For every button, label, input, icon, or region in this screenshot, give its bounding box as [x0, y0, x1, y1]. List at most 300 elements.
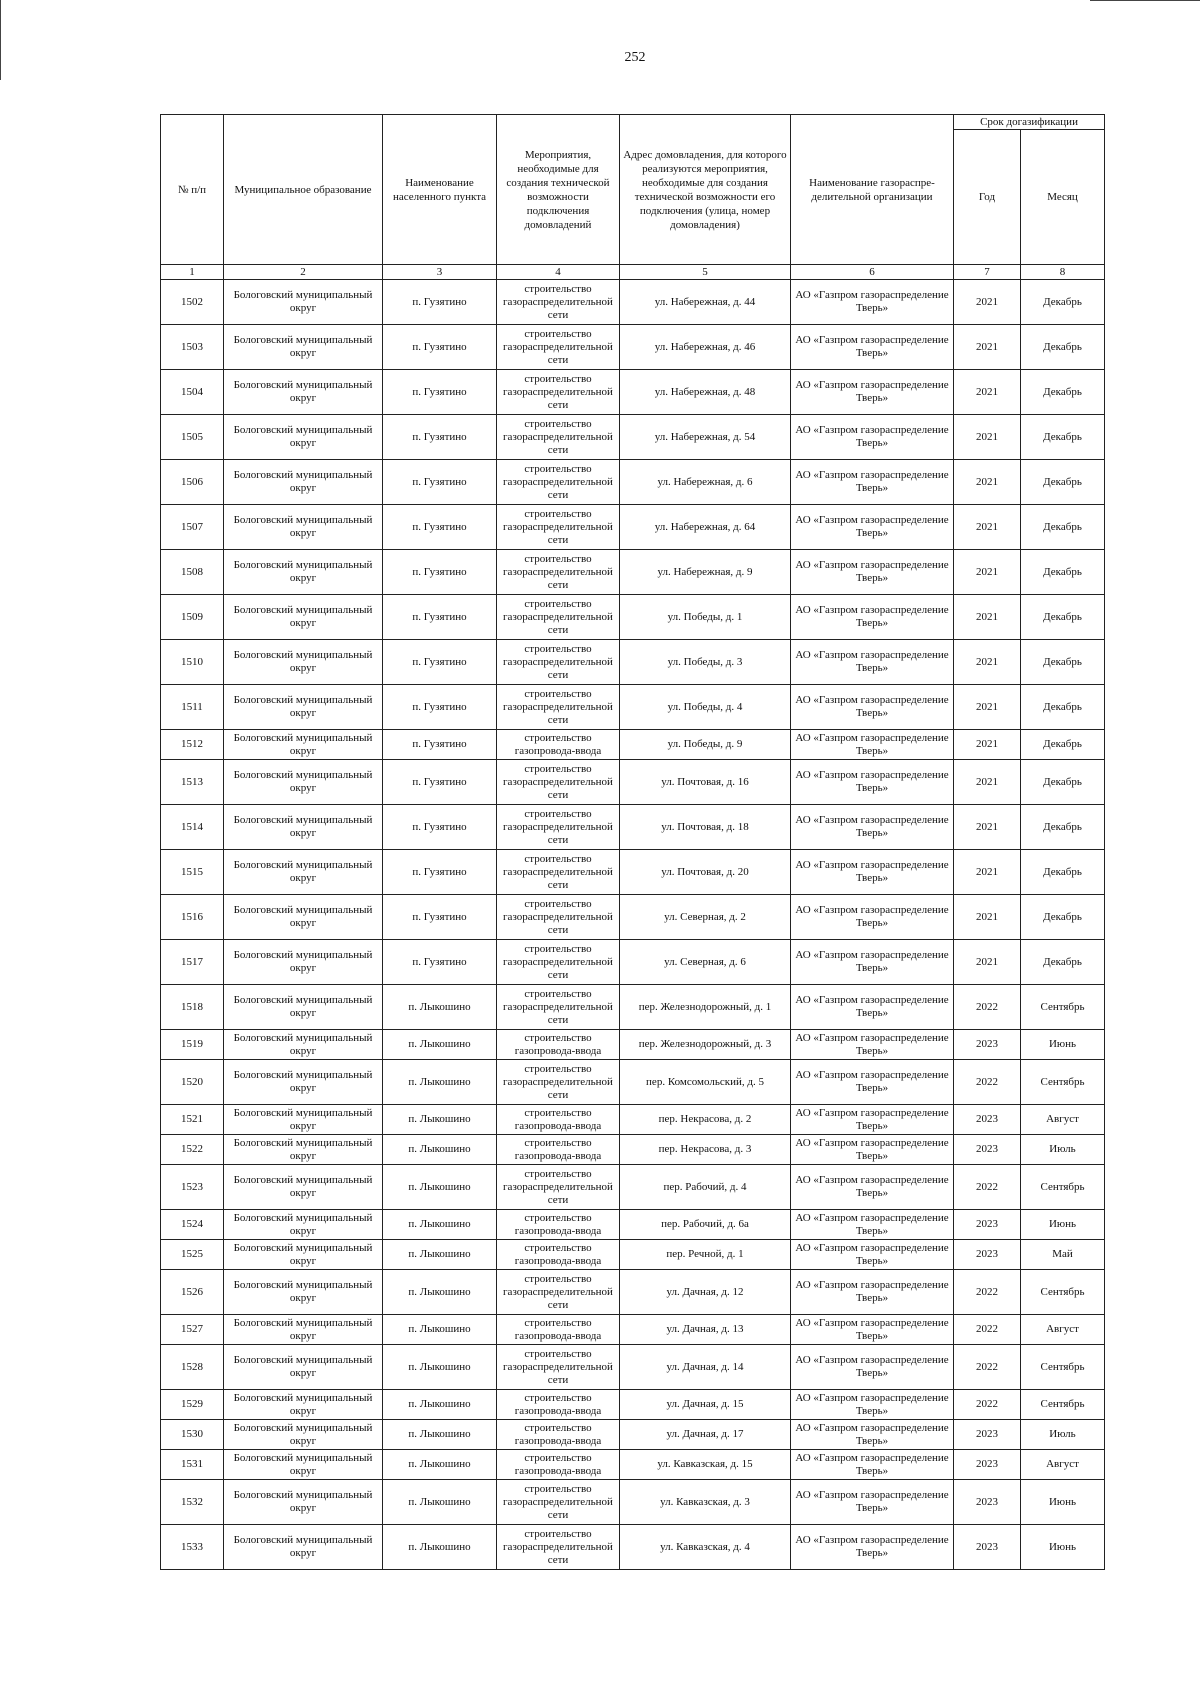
cell-municipality: Бологовский муниципальный округ [224, 415, 383, 460]
cell-address: ул. Победы, д. 3 [620, 640, 791, 685]
cell-municipality: Бологовский муниципальный округ [224, 1450, 383, 1480]
column-number: 4 [497, 265, 620, 280]
cell-municipality: Бологовский муниципальный округ [224, 1390, 383, 1420]
cell-municipality: Бологовский муниципальный округ [224, 1525, 383, 1570]
cell-address: ул. Набережная, д. 6 [620, 460, 791, 505]
cell-month: Июнь [1021, 1525, 1105, 1570]
cell-month: Сентябрь [1021, 1270, 1105, 1315]
cell-action: строительство газопровода-ввода [497, 1240, 620, 1270]
cell-settlement: п. Лыкошино [383, 1420, 497, 1450]
cell-num: 1524 [161, 1210, 224, 1240]
cell-settlement: п. Лыкошино [383, 1390, 497, 1420]
cell-municipality: Бологовский муниципальный округ [224, 1480, 383, 1525]
cell-num: 1511 [161, 685, 224, 730]
cell-month: Декабрь [1021, 550, 1105, 595]
cell-address: пер. Некрасова, д. 3 [620, 1135, 791, 1165]
cell-address: ул. Победы, д. 4 [620, 685, 791, 730]
cell-year: 2021 [954, 730, 1021, 760]
cell-num: 1530 [161, 1420, 224, 1450]
cell-municipality: Бологовский муниципальный округ [224, 640, 383, 685]
cell-num: 1515 [161, 850, 224, 895]
table-row [161, 370, 1105, 415]
cell-month: Июнь [1021, 1030, 1105, 1060]
column-number: 3 [383, 265, 497, 280]
table-row [161, 505, 1105, 550]
cell-address: пер. Речной, д. 1 [620, 1240, 791, 1270]
header-year: Год [954, 130, 1021, 265]
cell-organization: АО «Газпром газораспределение Тверь» [791, 595, 954, 640]
cell-organization: АО «Газпром газораспределение Тверь» [791, 940, 954, 985]
table-row [161, 640, 1105, 685]
cell-organization: АО «Газпром газораспределение Тверь» [791, 1390, 954, 1420]
cell-address: ул. Дачная, д. 15 [620, 1390, 791, 1420]
table-row [161, 760, 1105, 805]
cell-num: 1509 [161, 595, 224, 640]
table-row [161, 1135, 1105, 1165]
cell-organization: АО «Газпром газораспределение Тверь» [791, 370, 954, 415]
cell-action: строительство газораспределительной сети [497, 1480, 620, 1525]
cell-num: 1518 [161, 985, 224, 1030]
cell-year: 2021 [954, 685, 1021, 730]
cell-month: Сентябрь [1021, 1165, 1105, 1210]
table-row [161, 1270, 1105, 1315]
table-body [161, 280, 1105, 1570]
cell-year: 2021 [954, 760, 1021, 805]
cell-municipality: Бологовский муниципальный округ [224, 325, 383, 370]
column-number: 6 [791, 265, 954, 280]
cell-address: ул. Кавказская, д. 15 [620, 1450, 791, 1480]
cell-num: 1531 [161, 1450, 224, 1480]
cell-year: 2022 [954, 1060, 1021, 1105]
cell-municipality: Бологовский муниципальный округ [224, 1240, 383, 1270]
cell-year: 2023 [954, 1525, 1021, 1570]
cell-month: Июнь [1021, 1480, 1105, 1525]
cell-num: 1525 [161, 1240, 224, 1270]
column-number-row [161, 265, 1105, 280]
cell-address: ул. Победы, д. 9 [620, 730, 791, 760]
cell-settlement: п. Лыкошино [383, 1135, 497, 1165]
cell-municipality: Бологовский муниципальный округ [224, 1315, 383, 1345]
cell-settlement: п. Гузятино [383, 370, 497, 415]
cell-year: 2022 [954, 1270, 1021, 1315]
cell-organization: АО «Газпром газораспределение Тверь» [791, 550, 954, 595]
cell-address: ул. Почтовая, д. 16 [620, 760, 791, 805]
cell-municipality: Бологовский муниципальный округ [224, 1060, 383, 1105]
cell-action: строительство газораспределительной сети [497, 595, 620, 640]
cell-municipality: Бологовский муниципальный округ [224, 1030, 383, 1060]
cell-address: пер. Железнодорожный, д. 3 [620, 1030, 791, 1060]
cell-num: 1527 [161, 1315, 224, 1345]
cell-num: 1526 [161, 1270, 224, 1315]
cell-settlement: п. Лыкошино [383, 1315, 497, 1345]
table-row [161, 1345, 1105, 1390]
cell-num: 1502 [161, 280, 224, 325]
cell-organization: АО «Газпром газораспределение Тверь» [791, 1060, 954, 1105]
cell-action: строительство газораспределительной сети [497, 985, 620, 1030]
cell-organization: АО «Газпром газораспределение Тверь» [791, 1450, 954, 1480]
cell-municipality: Бологовский муниципальный округ [224, 730, 383, 760]
cell-month: Декабрь [1021, 505, 1105, 550]
cell-organization: АО «Газпром газораспределение Тверь» [791, 640, 954, 685]
cell-month: Июль [1021, 1135, 1105, 1165]
cell-organization: АО «Газпром газораспределение Тверь» [791, 1525, 954, 1570]
cell-month: Август [1021, 1450, 1105, 1480]
cell-settlement: п. Гузятино [383, 850, 497, 895]
cell-address: ул. Набережная, д. 54 [620, 415, 791, 460]
cell-address: пер. Рабочий, д. 4 [620, 1165, 791, 1210]
cell-action: строительство газопровода-ввода [497, 1030, 620, 1060]
cell-month: Декабрь [1021, 325, 1105, 370]
cell-month: Сентябрь [1021, 1345, 1105, 1390]
table-row [161, 550, 1105, 595]
cell-month: Декабрь [1021, 805, 1105, 850]
cell-year: 2023 [954, 1240, 1021, 1270]
header-settlement: Наименование населенного пункта [383, 115, 497, 265]
cell-num: 1505 [161, 415, 224, 460]
cell-settlement: п. Гузятино [383, 730, 497, 760]
cell-municipality: Бологовский муниципальный округ [224, 850, 383, 895]
table-row [161, 415, 1105, 460]
cell-organization: АО «Газпром газораспределение Тверь» [791, 1030, 954, 1060]
cell-action: строительство газораспределительной сети [497, 1525, 620, 1570]
cell-month: Июль [1021, 1420, 1105, 1450]
cell-action: строительство газораспределительной сети [497, 280, 620, 325]
cell-address: ул. Почтовая, д. 18 [620, 805, 791, 850]
cell-month: Декабрь [1021, 595, 1105, 640]
table-row [161, 1480, 1105, 1525]
table-row [161, 940, 1105, 985]
cell-action: строительство газопровода-ввода [497, 1135, 620, 1165]
cell-municipality: Бологовский муниципальный округ [224, 895, 383, 940]
cell-organization: АО «Газпром газораспределение Тверь» [791, 805, 954, 850]
cell-action: строительство газораспределительной сети [497, 550, 620, 595]
cell-month: Сентябрь [1021, 1390, 1105, 1420]
column-number: 7 [954, 265, 1021, 280]
gasification-table [160, 114, 1105, 1570]
cell-month: Декабрь [1021, 730, 1105, 760]
header-month: Месяц [1021, 130, 1105, 265]
cell-action: строительство газораспределительной сети [497, 1060, 620, 1105]
cell-organization: АО «Газпром газораспределение Тверь» [791, 415, 954, 460]
cell-organization: АО «Газпром газораспределение Тверь» [791, 325, 954, 370]
cell-settlement: п. Лыкошино [383, 1345, 497, 1390]
cell-year: 2022 [954, 985, 1021, 1030]
table-row [161, 895, 1105, 940]
table-row [161, 460, 1105, 505]
cell-year: 2023 [954, 1030, 1021, 1060]
cell-year: 2021 [954, 595, 1021, 640]
column-number: 8 [1021, 265, 1105, 280]
cell-organization: АО «Газпром газораспределение Тверь» [791, 895, 954, 940]
scan-edge-line-top-right [1090, 0, 1200, 1]
cell-year: 2021 [954, 895, 1021, 940]
cell-municipality: Бологовский муниципальный округ [224, 1270, 383, 1315]
cell-address: пер. Железнодорожный, д. 1 [620, 985, 791, 1030]
cell-municipality: Бологовский муниципальный округ [224, 370, 383, 415]
cell-year: 2021 [954, 415, 1021, 460]
cell-settlement: п. Лыкошино [383, 1030, 497, 1060]
cell-organization: АО «Газпром газораспределение Тверь» [791, 760, 954, 805]
cell-organization: АО «Газпром газораспределение Тверь» [791, 1210, 954, 1240]
cell-action: строительство газораспределительной сети [497, 460, 620, 505]
cell-settlement: п. Гузятино [383, 595, 497, 640]
cell-action: строительство газораспределительной сети [497, 370, 620, 415]
cell-address: ул. Кавказская, д. 4 [620, 1525, 791, 1570]
cell-organization: АО «Газпром газораспределение Тверь» [791, 1135, 954, 1165]
cell-organization: АО «Газпром газораспределение Тверь» [791, 280, 954, 325]
cell-num: 1514 [161, 805, 224, 850]
header-organization: Наименование газораспре-делительной организации [791, 115, 954, 265]
cell-organization: АО «Газпром газораспределение Тверь» [791, 1420, 954, 1450]
cell-num: 1512 [161, 730, 224, 760]
cell-settlement: п. Лыкошино [383, 1525, 497, 1570]
cell-municipality: Бологовский муниципальный округ [224, 460, 383, 505]
cell-num: 1517 [161, 940, 224, 985]
cell-num: 1508 [161, 550, 224, 595]
cell-num: 1504 [161, 370, 224, 415]
cell-action: строительство газопровода-ввода [497, 1390, 620, 1420]
cell-year: 2022 [954, 1345, 1021, 1390]
cell-action: строительство газораспределительной сети [497, 895, 620, 940]
cell-settlement: п. Лыкошино [383, 1240, 497, 1270]
header-num: № п/п [161, 115, 224, 265]
header-address: Адрес домовладения, для которого реализуются мероприятия, необходимые для создания технической возможности его подключения (улица, номер домовладения) [620, 115, 791, 265]
cell-action: строительство газораспределительной сети [497, 640, 620, 685]
cell-settlement: п. Лыкошино [383, 1105, 497, 1135]
cell-year: 2021 [954, 940, 1021, 985]
cell-year: 2023 [954, 1135, 1021, 1165]
cell-municipality: Бологовский муниципальный округ [224, 760, 383, 805]
cell-municipality: Бологовский муниципальный округ [224, 505, 383, 550]
cell-year: 2023 [954, 1480, 1021, 1525]
cell-action: строительство газораспределительной сети [497, 1345, 620, 1390]
table-row [161, 1240, 1105, 1270]
cell-settlement: п. Гузятино [383, 805, 497, 850]
cell-address: ул. Дачная, д. 14 [620, 1345, 791, 1390]
cell-organization: АО «Газпром газораспределение Тверь» [791, 850, 954, 895]
cell-settlement: п. Лыкошино [383, 1060, 497, 1105]
table-row [161, 805, 1105, 850]
cell-action: строительство газораспределительной сети [497, 685, 620, 730]
cell-month: Декабрь [1021, 895, 1105, 940]
cell-municipality: Бологовский муниципальный округ [224, 805, 383, 850]
cell-municipality: Бологовский муниципальный округ [224, 685, 383, 730]
cell-settlement: п. Гузятино [383, 280, 497, 325]
cell-month: Сентябрь [1021, 985, 1105, 1030]
cell-month: Декабрь [1021, 685, 1105, 730]
cell-action: строительство газораспределительной сети [497, 1270, 620, 1315]
cell-settlement: п. Гузятино [383, 505, 497, 550]
cell-num: 1503 [161, 325, 224, 370]
cell-action: строительство газораспределительной сети [497, 325, 620, 370]
cell-municipality: Бологовский муниципальный округ [224, 1210, 383, 1240]
cell-year: 2021 [954, 280, 1021, 325]
cell-year: 2021 [954, 640, 1021, 685]
cell-settlement: п. Гузятино [383, 325, 497, 370]
cell-year: 2021 [954, 850, 1021, 895]
cell-settlement: п. Гузятино [383, 940, 497, 985]
table-row [161, 1060, 1105, 1105]
cell-settlement: п. Гузятино [383, 760, 497, 805]
cell-settlement: п. Лыкошино [383, 985, 497, 1030]
cell-organization: АО «Газпром газораспределение Тверь» [791, 685, 954, 730]
cell-year: 2021 [954, 805, 1021, 850]
scan-edge-line-left [0, 0, 1, 80]
cell-address: ул. Почтовая, д. 20 [620, 850, 791, 895]
table-row [161, 685, 1105, 730]
cell-address: ул. Набережная, д. 9 [620, 550, 791, 595]
table-row [161, 1390, 1105, 1420]
cell-settlement: п. Гузятино [383, 685, 497, 730]
cell-num: 1523 [161, 1165, 224, 1210]
cell-settlement: п. Гузятино [383, 895, 497, 940]
cell-action: строительство газораспределительной сети [497, 850, 620, 895]
cell-organization: АО «Газпром газораспределение Тверь» [791, 460, 954, 505]
table-row [161, 1420, 1105, 1450]
table-row [161, 595, 1105, 640]
cell-organization: АО «Газпром газораспределение Тверь» [791, 1315, 954, 1345]
table-row [161, 730, 1105, 760]
table-row [161, 280, 1105, 325]
cell-action: строительство газопровода-ввода [497, 1420, 620, 1450]
cell-year: 2021 [954, 505, 1021, 550]
cell-settlement: п. Лыкошино [383, 1450, 497, 1480]
cell-action: строительство газопровода-ввода [497, 1105, 620, 1135]
cell-address: пер. Рабочий, д. 6а [620, 1210, 791, 1240]
cell-num: 1519 [161, 1030, 224, 1060]
column-number: 5 [620, 265, 791, 280]
cell-address: ул. Дачная, д. 12 [620, 1270, 791, 1315]
cell-settlement: п. Лыкошино [383, 1270, 497, 1315]
cell-year: 2022 [954, 1165, 1021, 1210]
cell-action: строительство газораспределительной сети [497, 415, 620, 460]
cell-month: Декабрь [1021, 940, 1105, 985]
cell-municipality: Бологовский муниципальный округ [224, 1345, 383, 1390]
cell-year: 2022 [954, 1390, 1021, 1420]
page-number: 252 [624, 50, 646, 65]
cell-address: ул. Северная, д. 6 [620, 940, 791, 985]
cell-action: строительство газораспределительной сети [497, 940, 620, 985]
cell-num: 1528 [161, 1345, 224, 1390]
cell-year: 2021 [954, 370, 1021, 415]
cell-settlement: п. Гузятино [383, 415, 497, 460]
cell-settlement: п. Гузятино [383, 550, 497, 595]
cell-num: 1529 [161, 1390, 224, 1420]
cell-num: 1520 [161, 1060, 224, 1105]
cell-address: ул. Набережная, д. 64 [620, 505, 791, 550]
table-row [161, 985, 1105, 1030]
cell-year: 2021 [954, 325, 1021, 370]
cell-action: строительство газопровода-ввода [497, 730, 620, 760]
table-row [161, 850, 1105, 895]
cell-year: 2023 [954, 1210, 1021, 1240]
cell-month: Декабрь [1021, 640, 1105, 685]
cell-num: 1510 [161, 640, 224, 685]
cell-municipality: Бологовский муниципальный округ [224, 1135, 383, 1165]
cell-settlement: п. Лыкошино [383, 1480, 497, 1525]
cell-settlement: п. Гузятино [383, 460, 497, 505]
column-number: 2 [224, 265, 383, 280]
cell-num: 1522 [161, 1135, 224, 1165]
cell-address: ул. Набережная, д. 44 [620, 280, 791, 325]
cell-month: Июнь [1021, 1210, 1105, 1240]
header-deadline: Срок догазификации [954, 115, 1105, 130]
cell-month: Декабрь [1021, 850, 1105, 895]
cell-action: строительство газопровода-ввода [497, 1315, 620, 1345]
cell-year: 2023 [954, 1105, 1021, 1135]
table-row [161, 1210, 1105, 1240]
column-number: 1 [161, 265, 224, 280]
cell-municipality: Бологовский муниципальный округ [224, 940, 383, 985]
cell-municipality: Бологовский муниципальный округ [224, 1105, 383, 1135]
cell-num: 1521 [161, 1105, 224, 1135]
cell-municipality: Бологовский муниципальный округ [224, 595, 383, 640]
cell-organization: АО «Газпром газораспределение Тверь» [791, 1480, 954, 1525]
table-row [161, 1525, 1105, 1570]
cell-address: ул. Кавказская, д. 3 [620, 1480, 791, 1525]
cell-year: 2022 [954, 1315, 1021, 1345]
cell-address: пер. Комсомольский, д. 5 [620, 1060, 791, 1105]
cell-organization: АО «Газпром газораспределение Тверь» [791, 1270, 954, 1315]
cell-month: Сентябрь [1021, 1060, 1105, 1105]
cell-month: Август [1021, 1315, 1105, 1345]
cell-municipality: Бологовский муниципальный округ [224, 280, 383, 325]
cell-action: строительство газораспределительной сети [497, 805, 620, 850]
cell-organization: АО «Газпром газораспределение Тверь» [791, 1105, 954, 1135]
table-row [161, 325, 1105, 370]
header-action: Мероприятия, необходимые для создания технической возможности подключения домовладений [497, 115, 620, 265]
cell-settlement: п. Гузятино [383, 640, 497, 685]
cell-month: Декабрь [1021, 460, 1105, 505]
cell-month: Декабрь [1021, 415, 1105, 460]
cell-action: строительство газораспределительной сети [497, 1165, 620, 1210]
cell-address: ул. Дачная, д. 17 [620, 1420, 791, 1450]
cell-num: 1506 [161, 460, 224, 505]
cell-num: 1533 [161, 1525, 224, 1570]
cell-address: пер. Некрасова, д. 2 [620, 1105, 791, 1135]
cell-address: ул. Северная, д. 2 [620, 895, 791, 940]
cell-month: Август [1021, 1105, 1105, 1135]
cell-num: 1532 [161, 1480, 224, 1525]
cell-action: строительство газораспределительной сети [497, 505, 620, 550]
cell-address: ул. Набережная, д. 48 [620, 370, 791, 415]
cell-organization: АО «Газпром газораспределение Тверь» [791, 985, 954, 1030]
table-row [161, 1030, 1105, 1060]
cell-settlement: п. Лыкошино [383, 1210, 497, 1240]
cell-organization: АО «Газпром газораспределение Тверь» [791, 730, 954, 760]
cell-address: ул. Набережная, д. 46 [620, 325, 791, 370]
cell-num: 1507 [161, 505, 224, 550]
cell-month: Декабрь [1021, 280, 1105, 325]
table-row [161, 1450, 1105, 1480]
header-municipality: Муниципальное образование [224, 115, 383, 265]
cell-action: строительство газопровода-ввода [497, 1450, 620, 1480]
cell-num: 1513 [161, 760, 224, 805]
cell-num: 1516 [161, 895, 224, 940]
cell-action: строительство газораспределительной сети [497, 760, 620, 805]
cell-organization: АО «Газпром газораспределение Тверь» [791, 505, 954, 550]
cell-municipality: Бологовский муниципальный округ [224, 1165, 383, 1210]
cell-municipality: Бологовский муниципальный округ [224, 985, 383, 1030]
cell-settlement: п. Лыкошино [383, 1165, 497, 1210]
cell-year: 2023 [954, 1450, 1021, 1480]
cell-month: Декабрь [1021, 370, 1105, 415]
cell-year: 2023 [954, 1420, 1021, 1450]
cell-action: строительство газопровода-ввода [497, 1210, 620, 1240]
cell-organization: АО «Газпром газораспределение Тверь» [791, 1345, 954, 1390]
cell-month: Декабрь [1021, 760, 1105, 805]
cell-address: ул. Победы, д. 1 [620, 595, 791, 640]
